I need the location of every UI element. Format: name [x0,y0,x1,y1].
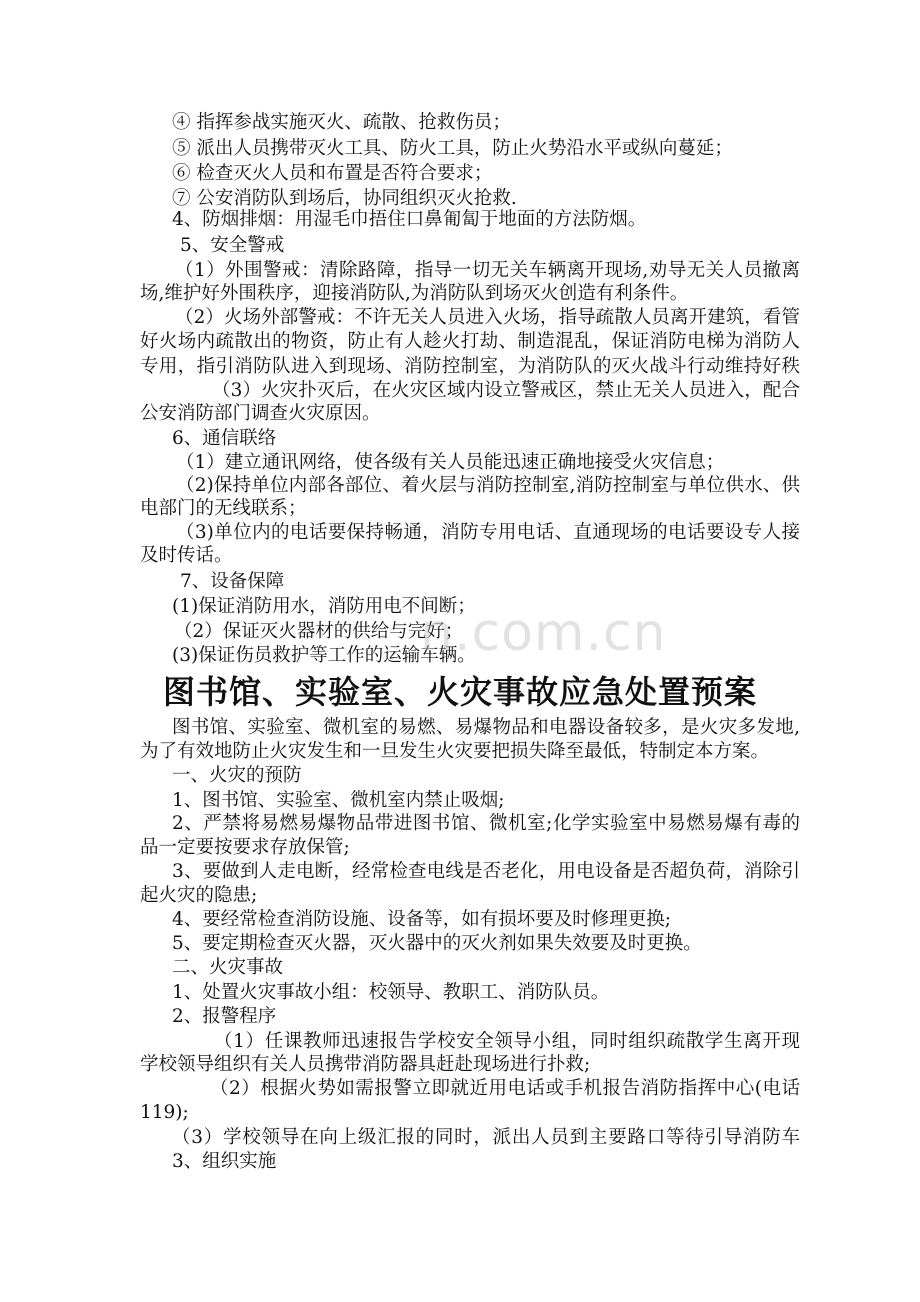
text-line: （2)保持单位内部各部位、着火层与消防控制室,消防控制室与单位供水、供 [176,475,800,496]
text-line: （3)单位内的电话要保持畅通，消防专用电话、直通现场的电话要设专人接 [176,522,800,543]
page-title: 图书馆、实验室、火灾事故应急处置预案 [162,673,757,711]
text-line: ⑥ 检查灭火人员和布置是否符合要求； [172,163,493,184]
text-line: ⑤ 派出人员携带灭火工具、防火工具，防止火势沿水平或纵向蔓延； [172,138,733,159]
text-line: 学校领导组织有关人员携带消防器具赶赴现场进行扑救; [140,1054,591,1075]
text-line: 图书馆、实验室、微机室的易燃、易爆物品和电器设备较多，是火灾多发地, [172,717,800,738]
text-line: (1)保证消防用水，消防用电不间断； [172,596,476,617]
text-line: 3、要做到人走电断，经常检查电线是否老化，用电设备是否超负荷，消除引 [172,861,800,882]
text-line: （2）根据火势如需报警立即就近用电话或手机报告消防指挥中心(电话 [210,1078,800,1099]
text-line: 专用，指引消防队进入到现场、消防控制室，为消防队的灭火战斗行动维持好秩 [140,356,800,377]
text-line: (3)保证伤员救护等工作的运输车辆。 [172,645,476,666]
text-line: （1）建立通讯网络，使各级有关人员能迅速正确地接受火灾信息； [176,452,725,473]
section-heading: 3、组织实施 [172,1151,277,1172]
text-line: 公安消防部门调查火灾原因。 [140,403,381,424]
text-line: 119); [140,1102,189,1123]
text-line: 4、要经常检查消防设施、设备等，如有损坏要及时修理更换; [172,909,672,930]
text-line: 1、图书馆、实验室、微机室内禁止吸烟; [172,790,505,811]
section-heading: 6、通信联络 [172,428,277,449]
text-line: 5、要定期检查灭火器，灭火器中的灭火剂如果失效要及时更换。 [172,933,702,954]
section-heading: 5、安全警戒 [180,235,285,256]
text-line: （2）火场外部警戒：不许无关人员进入火场，指导疏散人员离开建筑，看管 [175,307,800,328]
text-line: （3）火灾扑灭后，在火灾区域内设立警戒区，禁止无关人员进入，配合 [212,380,800,401]
text-line: 及时传话。 [140,545,233,566]
text-line: 起火灾的隐患; [140,885,258,906]
text-line: ⑦ 公安消防队到场后，协同组织灭火抢救. [172,188,517,209]
text-line: 1、处置火灾事故小组：校领导、教职工、消防队员。 [172,982,610,1003]
text-line: 4、防烟排烟：用湿毛巾捂住口鼻匍匐于地面的方法防烟。 [172,209,647,230]
text-line: 为了有效地防止火灾发生和一旦发生火灾要把损失降至最低，特制定本方案。 [140,741,770,762]
section-heading: 2、报警程序 [172,1006,277,1027]
text-line: （1）任课教师迅速报告学校安全领导小组，同时组织疏散学生离开现 [214,1031,800,1052]
text-line: 好火场内疏散出的物资，防止有人趁火打劫、制造混乱，保证消防电梯为消防人 [140,331,800,352]
text-line: （1）外围警戒：清除路障，指导一切无关车辆离开现场,劝导无关人员撤离 [175,260,800,281]
text-line: （3）学校领导在向上级汇报的同时，派出人员到主要路口等待引导消防车 [172,1127,800,1148]
section-heading: 一、火灾的预防 [172,765,302,786]
text-line: 品一定要按要求存放保管; [140,837,350,858]
section-heading: 7、设备保障 [180,571,285,592]
text-line: 电部门的无线联系； [140,498,307,519]
text-line: 场,维护好外围秩序，迎接消防队,为消防队到场灭火创造有利条件。 [140,283,689,304]
text-line: 2、严禁将易燃易爆物品带进图书馆、微机室;化学实验室中易燃易爆有毒的 [172,813,800,834]
text-line: ④ 指挥参战实施灭火、疏散、抢救伤员； [172,112,511,133]
watermark: n.com.cn [420,603,667,663]
section-heading: 二、火灾事故 [172,957,284,978]
text-line: （2）保证灭火器材的供给与完好； [174,621,464,642]
